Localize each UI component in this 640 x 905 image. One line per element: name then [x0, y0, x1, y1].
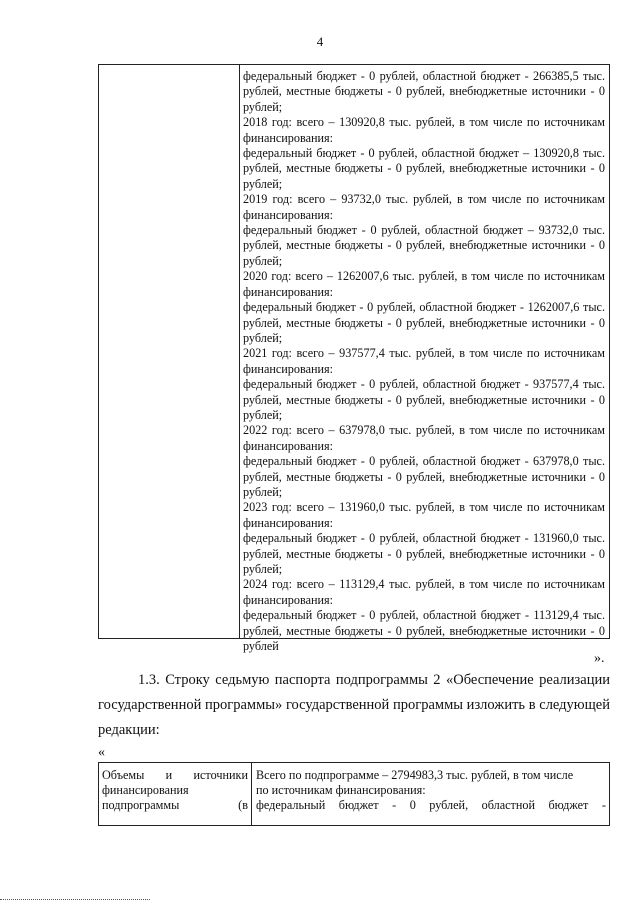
row-label-word: и	[165, 768, 173, 782]
row-value-word: -	[392, 798, 397, 812]
funding-line: федеральный бюджет - 0 рублей, областной бюджет - 131960,0 тыс. рублей, местные бюджеты - 0 рублей, внебюджетные источники - 0 рублей;	[243, 531, 605, 576]
funding-line: 2023 год: всего – 131960,0 тыс. рублей, в том числе по источникам финансирования:	[243, 500, 605, 530]
opening-quote: «	[98, 745, 105, 760]
funding-line: федеральный бюджет - 0 рублей, областной бюджет - 113129,4 тыс. рублей, местные бюджеты - 0 рублей, внебюджетные источники - 0 рублей	[243, 608, 605, 654]
row-label-word: (в	[238, 798, 248, 812]
row-value-word: -	[601, 798, 606, 812]
funding-table-new	[98, 762, 610, 826]
funding-line: 2019 год: всего – 93732,0 тыс. рублей, в том числе по источникам финансирования:	[243, 192, 605, 222]
closing-quote: ».	[594, 651, 605, 666]
row-label-line	[102, 768, 248, 783]
row-label-word: Объемы	[102, 768, 145, 782]
row-value-word: бюджет	[548, 798, 589, 812]
row-value-word: бюджет	[338, 798, 379, 812]
amendment-paragraph: 1.3. Строку седьмую паспорта подпрограммы 2 «Обеспечение реализации государственной программы» государственной программы изложить в следующей редакции:	[98, 672, 610, 738]
row-value-word: областной	[481, 798, 535, 812]
funding-line: 2024 год: всего – 113129,4 тыс. рублей, в том числе по источникам финансирования:	[243, 577, 605, 607]
funding-line: федеральный бюджет - 0 рублей, областной бюджет - 266385,5 тыс. рублей, местные бюджеты - 0 рублей, внебюджетные источники - 0 рублей;	[243, 69, 605, 114]
row-label-line: финансирования	[102, 783, 189, 797]
page-number: 4	[316, 34, 324, 49]
funding-line: 2018 год: всего – 130920,8 тыс. рублей, в том числе по источникам финансирования:	[243, 115, 605, 145]
row-value-word: рублей,	[429, 798, 469, 812]
funding-line: 2021 год: всего – 937577,4 тыс. рублей, в том числе по источникам финансирования:	[243, 346, 605, 376]
funding-table-continuation	[98, 64, 610, 654]
page-footer-rule	[0, 899, 150, 900]
funding-line: федеральный бюджет - 0 рублей, областной бюджет – 93732,0 тыс. рублей, местные бюджеты - 0 рублей, внебюджетные источники - 0 рублей;	[243, 223, 605, 268]
row-value-line: по источникам финансирования:	[256, 783, 426, 797]
row-label-line	[102, 798, 248, 813]
table-column-divider	[251, 763, 252, 825]
funding-line: федеральный бюджет - 0 рублей, областной бюджет - 937577,4 тыс. рублей, местные бюджеты - 0 рублей, внебюджетные источники - 0 рублей;	[243, 377, 605, 422]
funding-details-cell	[243, 69, 605, 654]
row-value-line: Всего по подпрограмме – 2794983,3 тыс. рублей, в том числе	[256, 768, 574, 782]
row-value-word: 0	[409, 798, 416, 812]
funding-line: федеральный бюджет - 0 рублей, областной бюджет - 1262007,6 тыс. рублей, местные бюджеты - 0 рублей, внебюджетные источники - 0 рублей;	[243, 300, 605, 345]
table-column-divider	[239, 65, 240, 638]
row-value-cell	[256, 768, 606, 813]
funding-line: федеральный бюджет - 0 рублей, областной бюджет – 130920,8 тыс. рублей, местные бюджеты - 0 рублей, внебюджетные источники - 0 рублей;	[243, 146, 605, 191]
row-value-line	[256, 798, 606, 813]
row-label-word: подпрограммы	[102, 798, 180, 812]
funding-line: 2022 год: всего – 637978,0 тыс. рублей, в том числе по источникам финансирования:	[243, 423, 605, 453]
row-value-word: федеральный	[256, 798, 326, 812]
funding-line: федеральный бюджет - 0 рублей, областной бюджет - 637978,0 тыс. рублей, местные бюджеты - 0 рублей, внебюджетные источники - 0 рублей;	[243, 454, 605, 499]
funding-line: 2020 год: всего – 1262007,6 тыс. рублей, в том числе по источникам финансирования:	[243, 269, 605, 299]
row-label-word: источники	[193, 768, 248, 782]
row-label-cell	[102, 768, 248, 813]
